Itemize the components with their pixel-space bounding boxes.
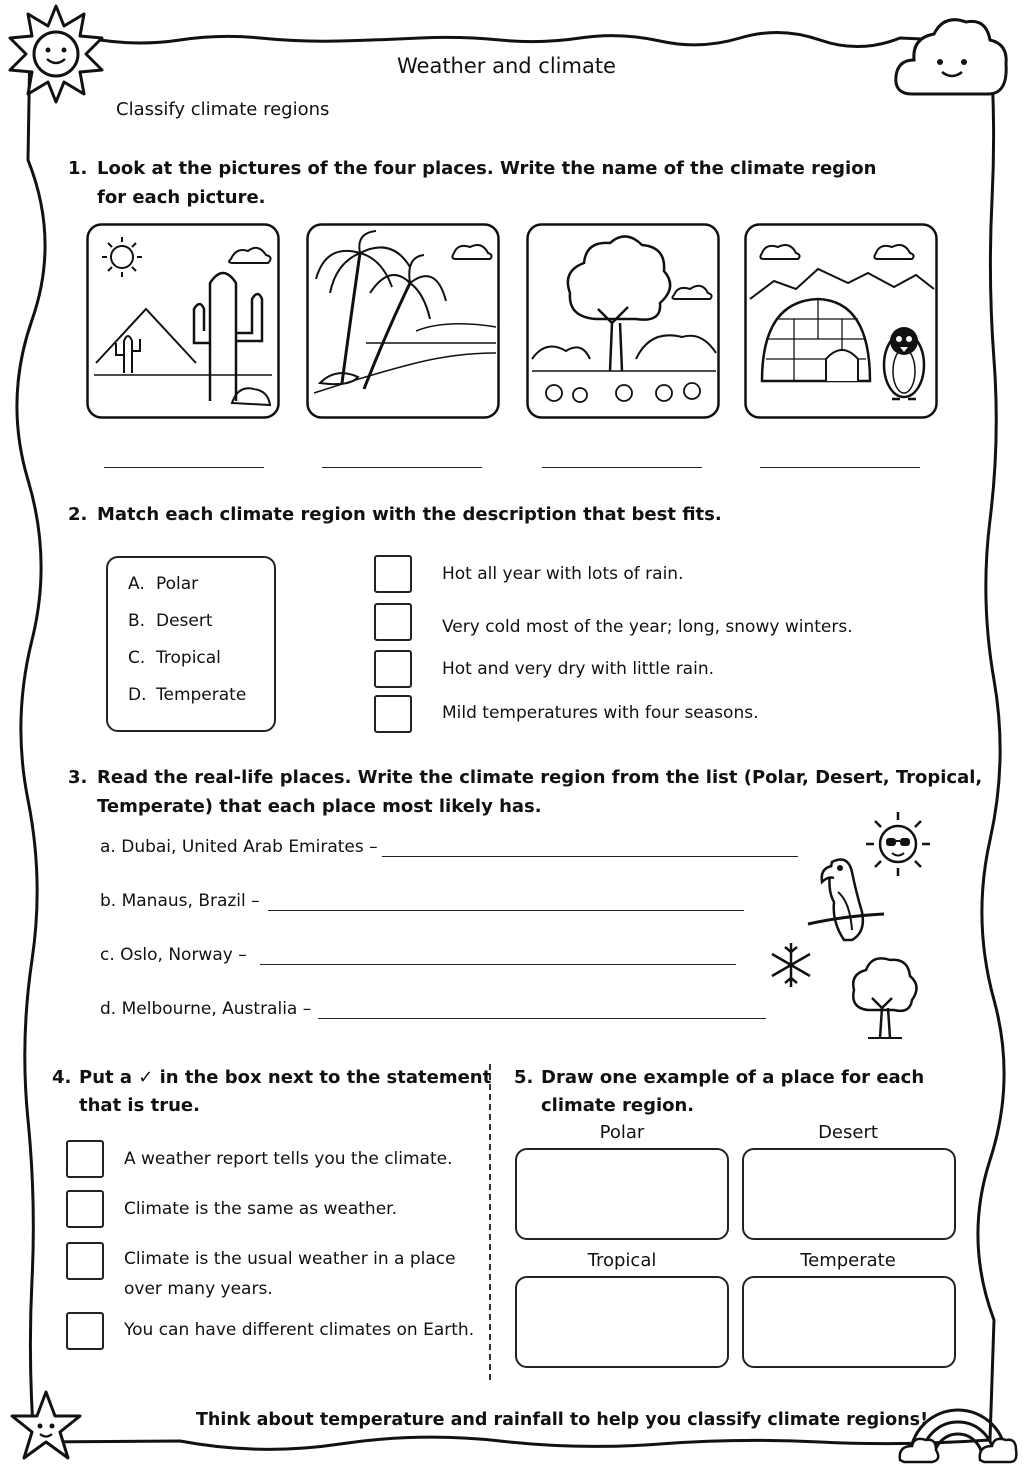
q5-label-desert: Desert [818,1122,878,1143]
q3-text-line1: Read the real-life places. Write the climate region from the list (Polar, Desert, Tropical, [97,767,983,788]
q2-description-3: Hot and very dry with little rain. [442,659,714,679]
q2-description-4: Mild temperatures with four seasons. [442,703,759,723]
q3-answer-line-b[interactable] [268,910,744,911]
page-subtitle: Classify climate regions [116,99,330,120]
q4-checkbox-3[interactable] [66,1242,104,1280]
q2-match-box-1[interactable] [374,555,412,593]
q5-text-line1: Draw one example of a place for each [541,1067,925,1088]
q2-option-b: Desert [156,611,213,631]
q3-answer-line-a[interactable] [382,856,798,857]
q1-answer-line-2[interactable] [322,467,482,468]
footer-tip: Think about temperature and rainfall to help you classify climate regions! [196,1410,929,1430]
q1-answer-line-3[interactable] [542,467,702,468]
q5-label-tropical: Tropical [587,1250,657,1271]
q3-place-a: a. Dubai, United Arab Emirates – [100,837,378,857]
q2-match-box-2[interactable] [374,603,412,641]
q4-checkbox-1[interactable] [66,1140,104,1178]
q1-answer-line-1[interactable] [104,467,264,468]
q2-match-box-3[interactable] [374,650,412,688]
q3-number: 3. [68,767,88,788]
star-icon [8,1388,84,1464]
q5-drawing-box-desert[interactable] [742,1148,956,1240]
q2-option-a: Polar [156,574,199,594]
sun-icon [6,4,106,104]
q2-description-2: Very cold most of the year; long, snowy winters. [442,617,853,637]
q2-option-c: Tropical [156,648,221,668]
beach-palm-scene [306,223,500,419]
igloo-penguin-scene [744,223,938,419]
q4-statement-3a: Climate is the usual weather in a place [124,1249,456,1269]
q1-answer-line-4[interactable] [760,467,920,468]
q2-option-c-letter: C. [128,648,146,668]
tree-meadow-scene [526,223,720,419]
snowflake-icon [766,940,816,990]
q2-option-d-letter: D. [128,685,147,705]
q5-drawing-box-tropical[interactable] [515,1276,729,1368]
desert-scene [86,223,280,419]
q5-label-polar: Polar [599,1122,645,1143]
tree-icon [846,952,922,1042]
q2-option-d: Temperate [156,685,247,705]
q4-checkbox-4[interactable] [66,1312,104,1350]
q2-option-a-letter: A. [128,574,145,594]
q3-answer-line-c[interactable] [260,964,736,965]
q4-text-line1: Put a ✓ in the box next to the statement [79,1067,492,1088]
q3-place-d: d. Melbourne, Australia – [100,999,312,1019]
page-title: Weather and climate [397,54,616,78]
q1-number: 1. [68,158,88,179]
q5-label-temperate: Temperate [800,1250,896,1271]
q2-match-box-4[interactable] [374,695,412,733]
q5-text-line2: climate region. [541,1095,695,1116]
q5-number: 5. [514,1067,534,1088]
q5-drawing-box-polar[interactable] [515,1148,729,1240]
q4-statement-2: Climate is the same as weather. [124,1199,397,1219]
q4-statement-4: You can have different climates on Earth. [124,1320,475,1340]
q1-text-line1: Look at the pictures of the four places. Write the name of the climate region [97,158,877,179]
q4-number: 4. [52,1067,72,1088]
q1-text-line2: for each picture. [97,187,266,208]
q2-text: Match each climate region with the description that best fits. [97,504,722,525]
q5-drawing-box-temperate[interactable] [742,1276,956,1368]
q3-place-c: c. Oslo, Norway – [100,945,247,965]
section-divider [489,1064,491,1380]
q4-statement-3b: over many years. [124,1279,273,1299]
parrot-icon [804,852,888,948]
q3-answer-line-d[interactable] [318,1018,766,1019]
cloud-icon [892,8,1012,104]
q4-checkbox-2[interactable] [66,1190,104,1228]
q4-statement-1: A weather report tells you the climate. [124,1149,453,1169]
q3-place-b: b. Manaus, Brazil – [100,891,260,911]
rainbow-icon [896,1378,1018,1466]
q2-option-b-letter: B. [128,611,146,631]
q2-number: 2. [68,504,88,525]
q4-text-line2: that is true. [79,1095,200,1116]
q3-text-line2: Temperate) that each place most likely has. [97,796,542,817]
q2-description-1: Hot all year with lots of rain. [442,564,684,584]
